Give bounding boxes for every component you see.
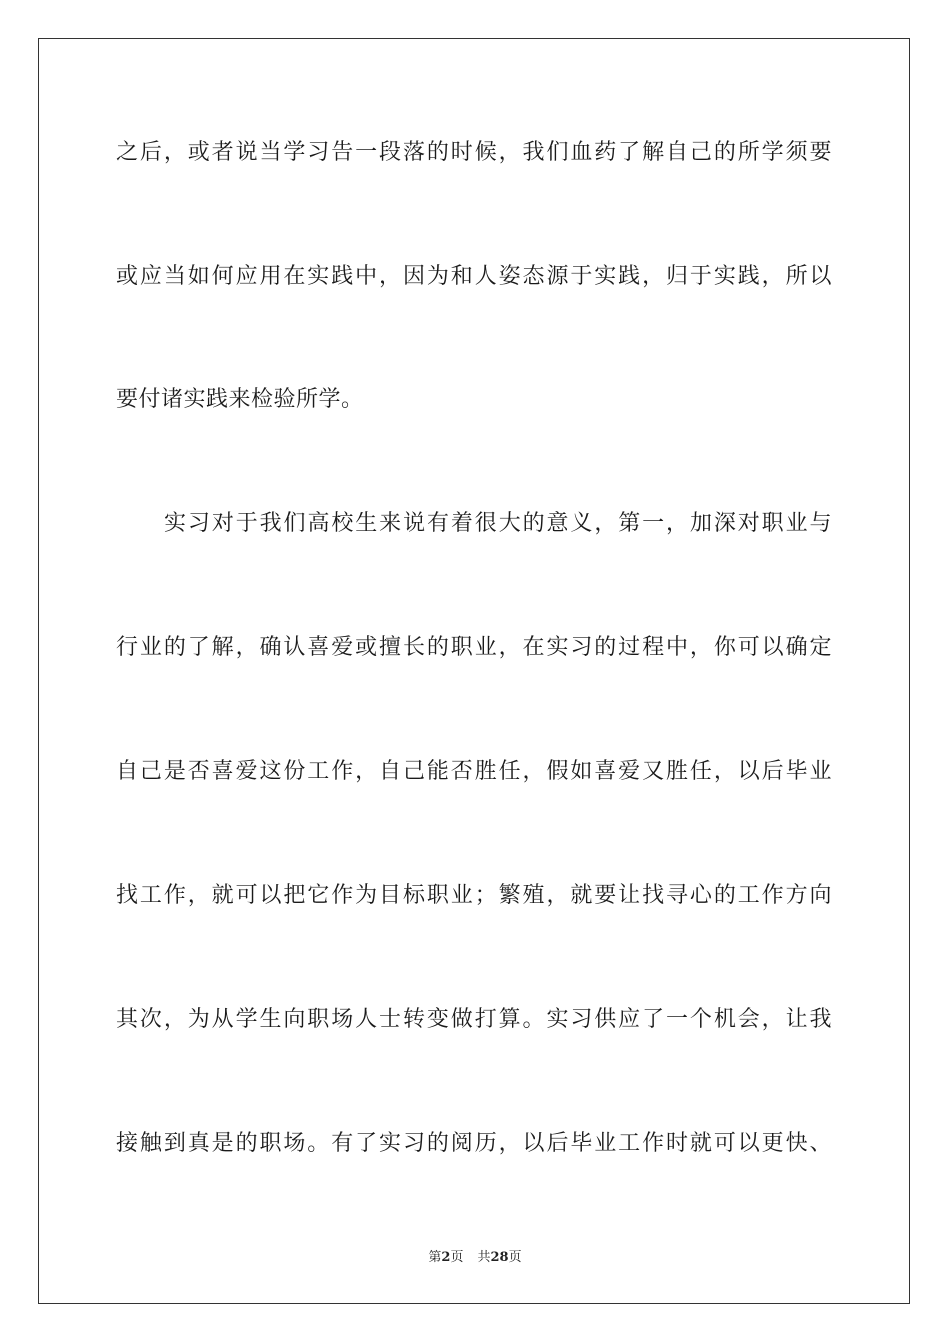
page-suffix: 页 xyxy=(450,1250,464,1265)
text-line: 其次，为从学生向职场人士转变做打算。实习供应了一个机会，让我 xyxy=(116,1007,832,1032)
page-footer xyxy=(0,1246,950,1265)
text-line: 要付诸实践来检验所学。 xyxy=(116,387,364,412)
text-line: 接触到真是的职场。有了实习的阅历，以后毕业工作时就可以更快、 xyxy=(116,1131,832,1156)
text-line: 找工作，就可以把它作为目标职业；繁殖，就要让找寻心的工作方向 xyxy=(116,883,832,908)
text-line: 或应当如何应用在实践中，因为和人姿态源于实践，归于实践，所以 xyxy=(116,264,832,289)
text-line: 自己是否喜爱这份工作，自己能否胜任，假如喜爱又胜任，以后毕业 xyxy=(116,759,832,784)
total-prefix: 共 xyxy=(477,1250,491,1265)
total-pages: 28 xyxy=(490,1250,509,1265)
page-prefix: 第 xyxy=(428,1250,442,1265)
text-line: 行业的了解，确认喜爱或擅长的职业，在实习的过程中，你可以确定 xyxy=(116,635,832,660)
total-suffix: 页 xyxy=(508,1250,522,1265)
text-line: 之后，或者说当学习告一段落的时候，我们血药了解自己的所学须要 xyxy=(116,140,832,165)
page-number: 2 xyxy=(441,1250,451,1265)
page-border xyxy=(38,38,910,1304)
paragraph-first-line: 实习对于我们高校生来说有着很大的意义，第一，加深对职业与 xyxy=(164,511,832,536)
